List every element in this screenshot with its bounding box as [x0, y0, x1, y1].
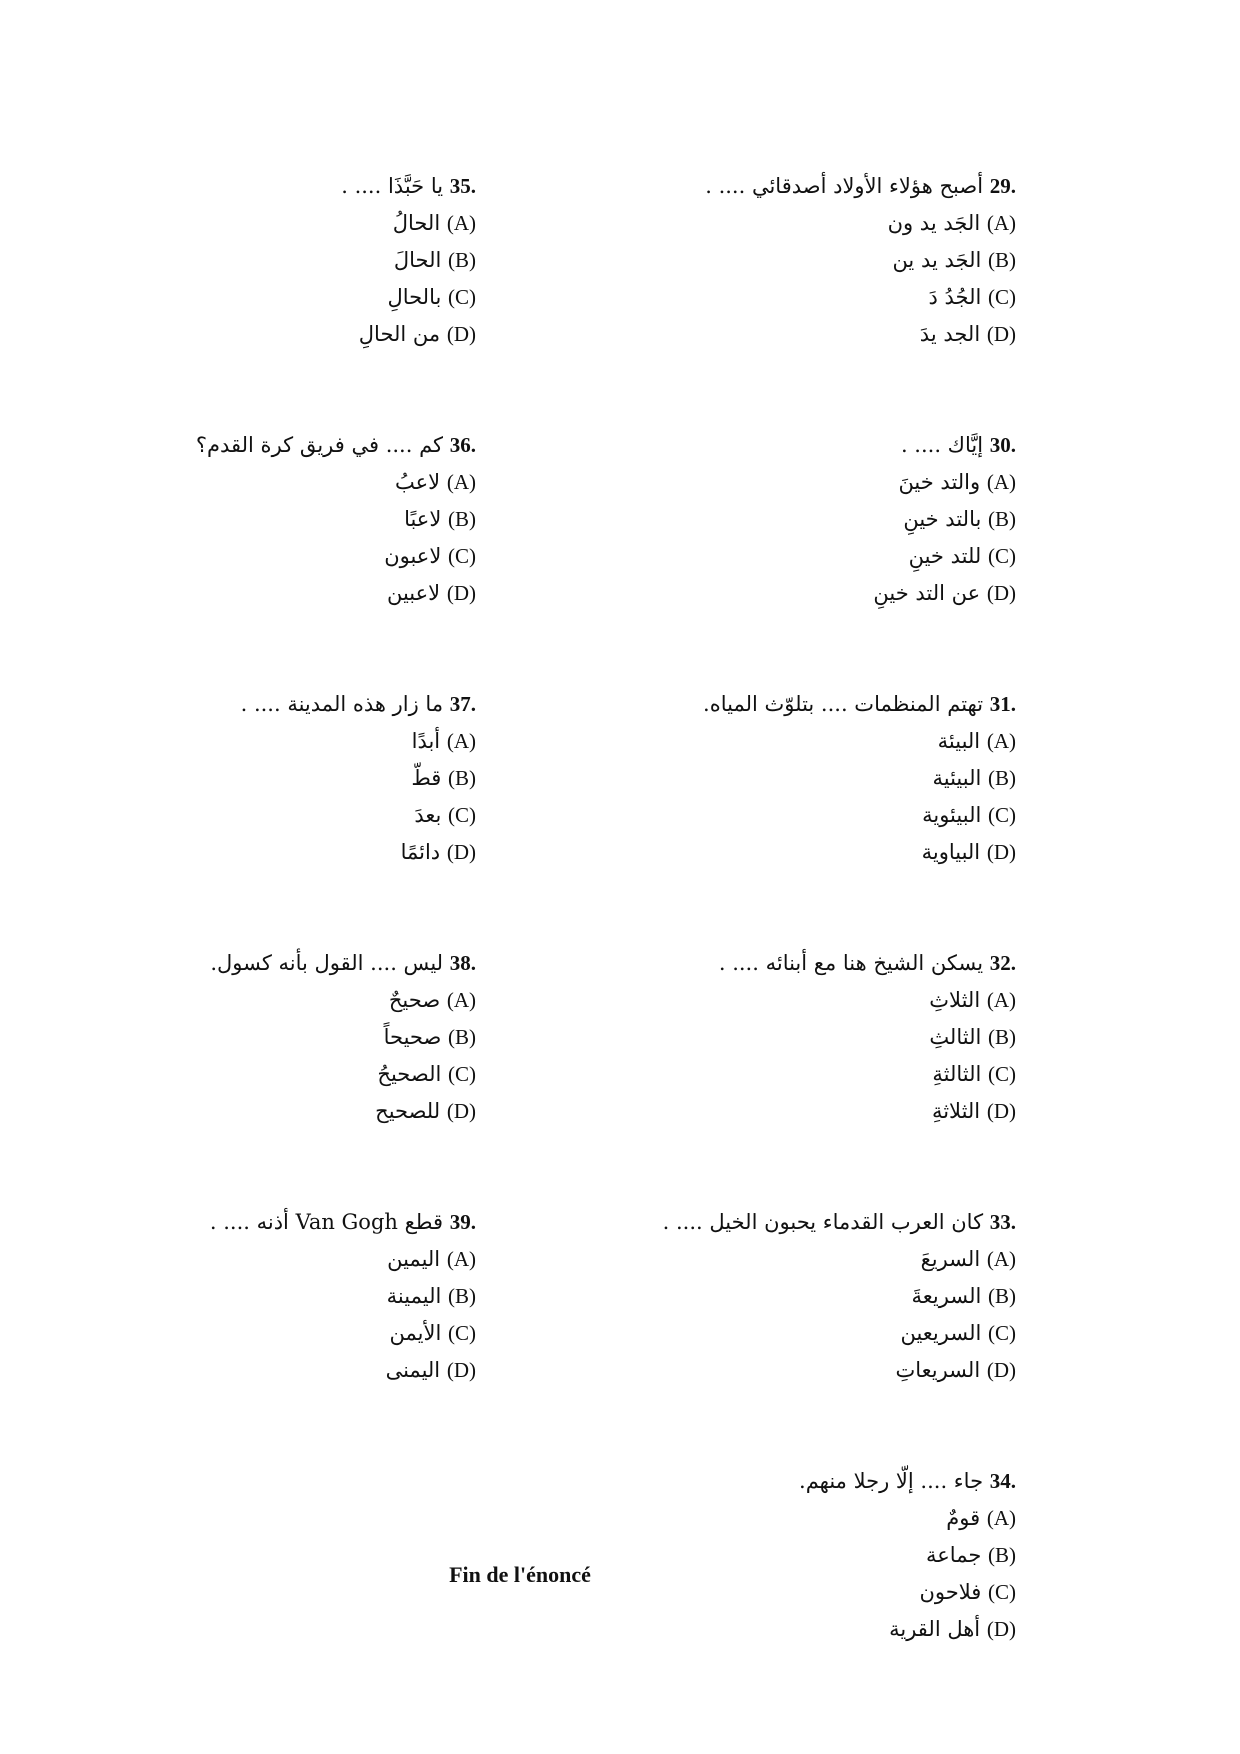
answer-option	[146, 1019, 476, 1056]
option-letter: (A)	[986, 1506, 1016, 1530]
answer-option	[146, 760, 476, 797]
option-letter: (D)	[446, 1358, 476, 1382]
question-stem	[576, 945, 1016, 982]
option-text: الجُدُ دَ	[928, 285, 982, 309]
answer-option	[146, 834, 476, 871]
option-letter: (D)	[446, 322, 476, 346]
question-item	[576, 168, 1016, 353]
option-text: دائمًا	[400, 840, 441, 864]
question-stem	[146, 168, 476, 205]
answer-option	[146, 1093, 476, 1130]
answer-options	[576, 723, 1016, 871]
option-letter: (C)	[988, 544, 1016, 568]
option-letter: (B)	[448, 766, 476, 790]
option-text: من الحالِ	[358, 322, 441, 346]
option-text: جماعة	[926, 1543, 982, 1567]
option-letter: (D)	[986, 322, 1016, 346]
answer-option	[146, 1315, 476, 1352]
option-letter: (A)	[986, 729, 1016, 753]
option-text: عن التد خينِ	[873, 581, 981, 605]
question-stem	[146, 427, 476, 464]
question-number: 35.	[449, 174, 476, 198]
answer-option	[576, 982, 1016, 1019]
question-number: 30.	[989, 433, 1016, 457]
question-text: قطع Van Gogh أذنه .... .	[209, 1210, 444, 1234]
answer-option	[576, 1500, 1016, 1537]
option-text: لاعبًا	[404, 507, 442, 531]
answer-options	[576, 982, 1016, 1130]
option-text: البيئية	[932, 766, 982, 790]
question-number: 34.	[989, 1469, 1016, 1493]
option-letter: (C)	[988, 285, 1016, 309]
option-text: البيئة	[937, 729, 981, 753]
answer-option	[576, 316, 1016, 353]
answer-option	[146, 1056, 476, 1093]
option-text: لاعبُ	[395, 470, 441, 494]
answer-option	[146, 538, 476, 575]
option-text: صحيحٌ	[388, 988, 441, 1012]
option-letter: (B)	[988, 766, 1016, 790]
end-of-statement-text: Fin de l'énoncé	[449, 1562, 591, 1587]
questions-column-right	[576, 168, 1016, 1722]
answer-option	[576, 1019, 1016, 1056]
question-item	[576, 686, 1016, 871]
answer-option	[576, 797, 1016, 834]
end-of-statement	[0, 1562, 1240, 1588]
answer-option	[146, 1241, 476, 1278]
option-letter: (A)	[446, 211, 476, 235]
question-item	[576, 1204, 1016, 1389]
option-letter: (C)	[448, 1062, 476, 1086]
option-text: أبدًا	[411, 729, 441, 753]
option-letter: (A)	[986, 1247, 1016, 1271]
option-text: الثالثِ	[929, 1025, 982, 1049]
option-letter: (A)	[446, 729, 476, 753]
answer-options	[146, 464, 476, 612]
option-text: السريعَ	[920, 1247, 981, 1271]
answer-option	[146, 279, 476, 316]
answer-option	[576, 760, 1016, 797]
option-letter: (D)	[986, 840, 1016, 864]
option-letter: (A)	[446, 470, 476, 494]
question-text: أصبح هؤلاء الأولاد أصدقائي .... .	[705, 174, 984, 198]
option-letter: (C)	[988, 803, 1016, 827]
answer-option	[146, 464, 476, 501]
question-stem	[146, 686, 476, 723]
option-text: البيئوية	[922, 803, 982, 827]
answer-option	[576, 723, 1016, 760]
option-text: الجَد يد ين	[892, 248, 982, 272]
answer-option	[146, 1278, 476, 1315]
option-text: الثلاثةِ	[931, 1099, 981, 1123]
option-letter: (B)	[448, 1284, 476, 1308]
answer-option	[146, 242, 476, 279]
option-text: الصحيحُ	[377, 1062, 442, 1086]
option-text: قومٌ	[946, 1506, 981, 1530]
option-letter: (D)	[986, 1099, 1016, 1123]
option-letter: (D)	[986, 581, 1016, 605]
question-text: يا حَبَّذَا .... .	[341, 174, 444, 198]
option-letter: (B)	[988, 1284, 1016, 1308]
answer-option	[146, 316, 476, 353]
question-stem	[576, 1204, 1016, 1241]
question-text: تهتم المنظمات .... بتلوّث المياه.	[703, 692, 984, 716]
question-item	[146, 686, 476, 871]
question-text: كم .... في فريق كرة القدم؟	[195, 433, 444, 457]
question-text: ما زار هذه المدينة .... .	[240, 692, 444, 716]
answer-option	[576, 1278, 1016, 1315]
option-text: الجد يدَ	[919, 322, 981, 346]
question-number: 36.	[449, 433, 476, 457]
question-number: 31.	[989, 692, 1016, 716]
option-letter: (B)	[988, 1025, 1016, 1049]
option-text: السريعين	[900, 1321, 982, 1345]
option-letter: (D)	[446, 840, 476, 864]
answer-options	[576, 205, 1016, 353]
answer-option	[576, 501, 1016, 538]
option-text: أهل القرية	[889, 1617, 981, 1641]
answer-option	[146, 575, 476, 612]
option-letter: (C)	[988, 1062, 1016, 1086]
option-letter: (D)	[446, 1099, 476, 1123]
answer-options	[146, 1241, 476, 1389]
answer-options	[576, 464, 1016, 612]
answer-option	[576, 1056, 1016, 1093]
question-text: كان العرب القدماء يحبون الخيل .... .	[662, 1210, 984, 1234]
option-text: السريعةَ	[911, 1284, 982, 1308]
question-text: ليس .... القول بأنه كسول.	[210, 951, 444, 975]
option-letter: (D)	[986, 1358, 1016, 1382]
option-text: بعدَ	[414, 803, 442, 827]
question-item	[576, 945, 1016, 1130]
option-letter: (B)	[988, 1543, 1016, 1567]
option-letter: (C)	[448, 803, 476, 827]
option-text: بالتد خينِ	[903, 507, 982, 531]
question-stem	[146, 945, 476, 982]
question-stem	[146, 1204, 476, 1241]
option-letter: (C)	[988, 1580, 1016, 1604]
option-text: اليمينة	[386, 1284, 442, 1308]
option-letter: (B)	[988, 507, 1016, 531]
option-text: الأيمن	[389, 1321, 442, 1345]
answer-option	[146, 797, 476, 834]
answer-option	[576, 1352, 1016, 1389]
option-text: للصحيح	[375, 1099, 441, 1123]
option-letter: (D)	[446, 581, 476, 605]
question-item	[146, 945, 476, 1130]
answer-option	[146, 982, 476, 1019]
option-text: الجَد يد ون	[887, 211, 981, 235]
option-text: السريعاتِ	[895, 1358, 981, 1382]
option-letter: (C)	[988, 1321, 1016, 1345]
option-letter: (C)	[448, 285, 476, 309]
question-item	[576, 427, 1016, 612]
question-item	[146, 1204, 476, 1389]
option-text: فلاحون	[919, 1580, 982, 1604]
question-number: 32.	[989, 951, 1016, 975]
answer-option	[576, 1611, 1016, 1648]
option-text: بالحالِ	[387, 285, 442, 309]
answer-option	[576, 1315, 1016, 1352]
question-number: 29.	[989, 174, 1016, 198]
answer-option	[576, 834, 1016, 871]
option-text: الثلاثِ	[929, 988, 981, 1012]
answer-option	[576, 464, 1016, 501]
question-number: 38.	[449, 951, 476, 975]
answer-options	[146, 982, 476, 1130]
answer-option	[146, 205, 476, 242]
answer-option	[146, 1352, 476, 1389]
option-text: صحيحاً	[383, 1025, 442, 1049]
option-letter: (C)	[448, 1321, 476, 1345]
answer-options	[146, 723, 476, 871]
question-stem	[576, 686, 1016, 723]
option-text: الحالَ	[393, 248, 442, 272]
answer-option	[576, 205, 1016, 242]
question-item	[146, 168, 476, 353]
answer-option	[576, 575, 1016, 612]
option-letter: (D)	[986, 1617, 1016, 1641]
answer-option	[146, 501, 476, 538]
question-number: 39.	[449, 1210, 476, 1234]
question-number: 37.	[449, 692, 476, 716]
option-letter: (A)	[446, 988, 476, 1012]
answer-options	[146, 205, 476, 353]
option-text: لاعبون	[384, 544, 442, 568]
question-stem	[576, 1463, 1016, 1500]
questions-column-left	[146, 168, 476, 1463]
option-letter: (B)	[448, 1025, 476, 1049]
question-text: إيَّاك .... .	[900, 433, 984, 457]
option-text: قطّ	[411, 766, 442, 790]
option-letter: (A)	[986, 988, 1016, 1012]
answer-option	[576, 538, 1016, 575]
option-letter: (B)	[448, 507, 476, 531]
question-item	[146, 427, 476, 612]
option-text: للتد خينِ	[908, 544, 982, 568]
question-text: جاء .... إلّا رجلا منهم.	[799, 1469, 984, 1493]
question-item	[576, 1463, 1016, 1648]
option-text: الحالُ	[392, 211, 441, 235]
answer-option	[576, 1241, 1016, 1278]
option-letter: (A)	[446, 1247, 476, 1271]
answer-option	[576, 279, 1016, 316]
question-stem	[576, 168, 1016, 205]
option-text: لاعبين	[386, 581, 441, 605]
answer-option	[146, 723, 476, 760]
answer-option	[576, 1093, 1016, 1130]
option-text: الثالثةِ	[932, 1062, 982, 1086]
option-letter: (B)	[448, 248, 476, 272]
question-stem	[576, 427, 1016, 464]
option-text: البياوية	[921, 840, 981, 864]
option-text: اليمين	[387, 1247, 441, 1271]
question-text: يسكن الشيخ هنا مع أبنائه .... .	[718, 951, 984, 975]
option-text: اليمنى	[385, 1358, 441, 1382]
question-number: 33.	[989, 1210, 1016, 1234]
option-letter: (A)	[986, 470, 1016, 494]
option-letter: (A)	[986, 211, 1016, 235]
answer-options	[576, 1241, 1016, 1389]
option-letter: (B)	[988, 248, 1016, 272]
option-letter: (C)	[448, 544, 476, 568]
answer-option	[576, 242, 1016, 279]
option-text: والتد خينَ	[898, 470, 981, 494]
